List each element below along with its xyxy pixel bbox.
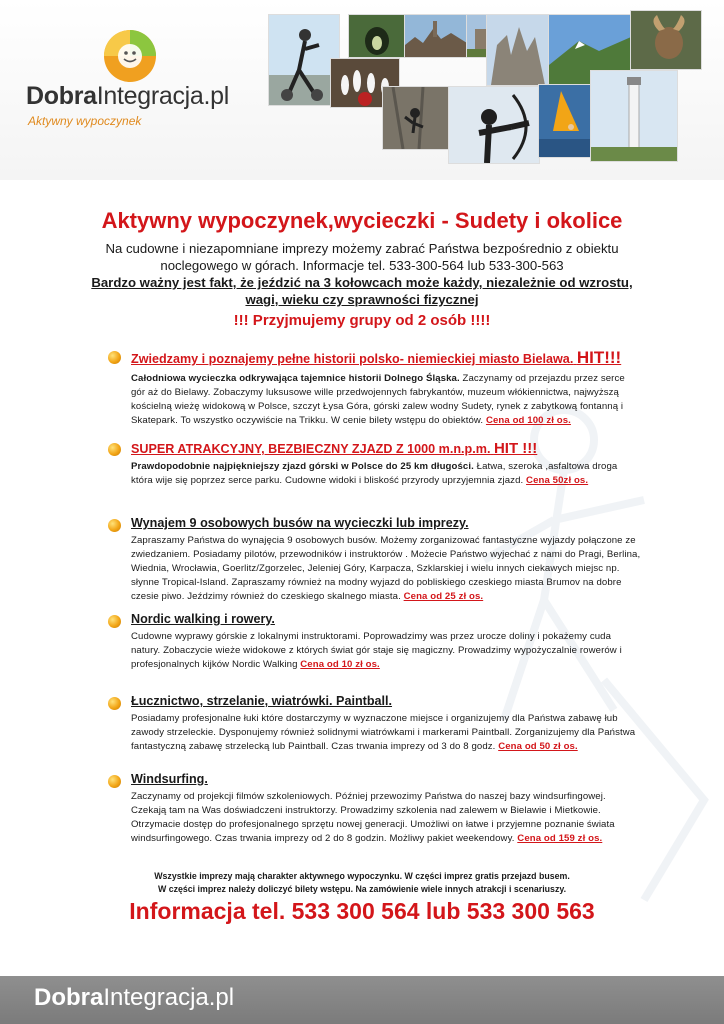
offer-description: Posiadamy profesjonalne łuki które dostarczymy w wyznaczone miejsce i organizujemy dla Państwa zabawę łub zawody strzeleckie. Dysponujemy również solidnymi wiatrówkami i markerami Paintball. Zorganizujemy dla Państwa fantastyczną zabawę strzelecką lub Paintball. Czas trwania imprezy od 3 do 8 godz. Cena od 50 zł os. <box>131 713 636 752</box>
price-label: Cena od 50 zł os. <box>498 741 578 752</box>
offer-heading: Windsurfing. <box>131 772 208 786</box>
photo-lighthouse-tower <box>590 70 678 162</box>
offer-description: Zapraszamy Państwa do wynajęcia 9 osobowych busów. Możemy zorganizować fantastyczne wyjazdy połączone ze zwiedzaniem. Posiadamy pilotów, przewodników i instruktorów . Możecie Państwo wyjechać z nami do Pragi, Berlina, Wiednia, Wrocławia, Goerlitz/Zgorzelec, Jeleniej Góry, Karpacza, Szklarskiej i wielu innych ciekawych miejsc np. słynne Tropical-Island. Zapraszamy również na modny wyjazd do pobliskiego czeskiego miasta Brumov na dobre czesie piwo. Jeździmy również do czeskiego skalnego miasta. Cena od 25 zł os. <box>131 535 641 602</box>
photo-climber <box>382 86 450 150</box>
hit-badge: HIT !!! <box>493 440 538 457</box>
offer-heading: Łucznictwo, strzelanie, wiatrówki. Paintball. <box>131 694 393 708</box>
bullet-icon <box>108 519 121 532</box>
price-label: Cena 50zł os. <box>526 475 589 486</box>
offer-description: Prawdopodobnie najpiękniejszy zjazd górski w Polsce do 25 km długości. Łatwa, szeroka ,asfaltowa droga która wije się poprzez serce parku. Cudowne widoki i bliskość przyrody uprzyjemnia zjazd. Cena 50zł os. <box>131 461 618 486</box>
logo-tagline: Aktywny wypoczynek <box>28 114 142 128</box>
offer-heading: Nordic walking i rowery. <box>131 612 275 626</box>
hit-badge: HIT!!! <box>576 348 622 367</box>
bullet-icon <box>108 351 121 364</box>
page-title: Aktywny wypoczynek,wycieczki - Sudety i okolice <box>101 208 623 233</box>
contact-info: Informacja tel. 533 300 564 lub 533 300 563 <box>129 898 595 924</box>
photo-archer <box>448 86 540 164</box>
bullet-icon <box>108 775 121 788</box>
header <box>0 0 724 180</box>
offer-description: Całodniowa wycieczka odkrywająca tajemnice historii Dolnego Śląska. Zaczynamy od przejazdu przez serce gór aż do Bielawy. Zobaczymy luksusowe wille przedwojennych fabrykantów, muzeum włókiennictwa, najwyższą kościelną wieżę widokową w Polsce, szczyt Łysa Góra, górski zalew wodny Sudety, rynek z zabytkową fontanną i Skatepark. To wszystko oczywiście na Trikku. W cenie bilety wstępu do obiektów. Cena od 100 zł os. <box>131 373 625 426</box>
offer-heading: SUPER ATRAKCYJNY, BEZBIECZNY ZJAZD Z 1000 m.n.p.m. HIT !!! <box>131 440 538 457</box>
bullet-icon <box>108 615 121 628</box>
footer-logo: DobraIntegracja.pl <box>34 984 235 1011</box>
price-label: Cena od 25 zł os. <box>403 591 484 602</box>
intro-emphasis: Bardzo ważny jest fakt, że jeździć na 3 kołowcach może każdy, niezależnie od wzrostu, wagi, wieku czy sprawności fizycznej <box>91 275 633 307</box>
offer-heading: Zwiedzamy i poznajemy pełne historii polsko- niemieckiej miasto Bielawa. HIT!!! <box>131 348 622 367</box>
logo <box>26 26 256 126</box>
offer-description: Cudowne wyprawy górskie z lokalnymi instruktorami. Poprowadzimy was przez urocze doliny i pokażemy cuda natury. Zobaczycie wieże widokowe z których świat gór staje się magiczny. Prowadzimy wypożyczalnie rowerów i profesjonalnych kijków Nordic Walking Cena od 10 zł os. <box>131 631 622 670</box>
price-label: Cena od 159 zł os. <box>517 833 603 844</box>
photo-tunnel <box>348 14 406 58</box>
price-label: Cena od 10 zł os. <box>300 659 380 670</box>
logo-mark-icon <box>100 26 160 86</box>
price-label: Cena od 100 zł os. <box>485 415 571 426</box>
intro-text: Na cudowne i niezapomniane imprezy możemy zabrać Państwa bezpośrednio z obiektu noclegowego w górach. Informacje tel. 533-300-564 lub 533-300-563 <box>105 241 619 273</box>
offer-description: Zaczynamy od projekcji filmów szkoleniowych. Później przewozimy Państwa do naszej bazy windsurfingowej. Czekają tam na Was doświadczeni instruktorzy. Prowadzimy szkolenia nad zalewem w Bielawie i Mietkowie. Otrzymacie dostęp do profesjonalnego sprzętu nowej generacji. Umożliwi on łatwe i przyjemne poznanie świata windsurfingowego. Czas trwania imprezy od 2 do 8 godzin. Możliwy pakiet weekendowy. Cena od 159 zł os. <box>131 791 615 844</box>
offer-heading: Wynajem 9 osobowych busów na wycieczki lub imprezy. <box>131 516 469 530</box>
footer-note: Wszystkie imprezy mają charakter aktywnego wypoczynku. W części imprez gratis przejazd busem. <box>154 871 570 881</box>
logo-text: DobraIntegracja.pl <box>26 82 230 110</box>
bullet-icon <box>108 697 121 710</box>
photo-rocks <box>486 14 550 86</box>
photo-windsurf <box>538 84 592 158</box>
photo-town <box>404 14 468 58</box>
groups-notice: !!! Przyjmujemy grupy od 2 osób !!!! <box>233 312 491 329</box>
bullet-icon <box>108 443 121 456</box>
photo-goat <box>630 10 702 70</box>
footer-note: W części imprez należy doliczyć bilety wstępu. Na zamówienie wiele innych atrakcji i scenariuszy. <box>157 884 567 894</box>
